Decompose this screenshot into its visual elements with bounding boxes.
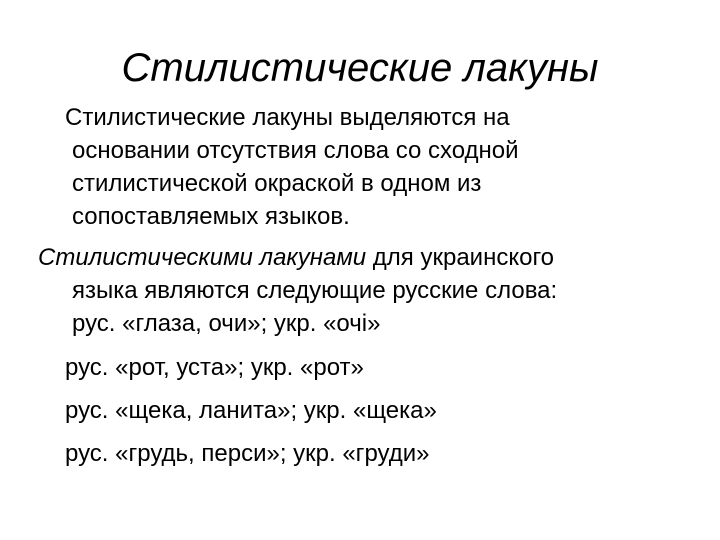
slide-title: Стилистические лакуны <box>121 46 599 90</box>
example-line-2: рус. «рот, уста»; укр. «рот» <box>65 354 364 381</box>
example-line-4: рус. «грудь, перси»; укр. «груди» <box>65 440 430 467</box>
paragraph1-line-2: основании отсутствия слова со сходной <box>72 137 519 164</box>
paragraph1-line-1: Стилистические лакуны выделяются на <box>65 104 510 131</box>
paragraph2-line-2: языка являются следующие русские слова: <box>72 277 558 304</box>
example-line-1: рус. «глаза, очи»; укр. «очі» <box>72 310 381 337</box>
paragraph1-line-3: стилистической окраской в одном из <box>72 170 482 197</box>
example-line-3: рус. «щека, ланита»; укр. «щека» <box>65 397 437 424</box>
italic-term: Стилистическими лакунами <box>38 244 367 271</box>
paragraph1-line-4: сопоставляемых языков. <box>72 203 350 230</box>
paragraph2-line-1-rest: для украинского <box>366 244 555 271</box>
paragraph2-line-1 <box>38 242 554 274</box>
